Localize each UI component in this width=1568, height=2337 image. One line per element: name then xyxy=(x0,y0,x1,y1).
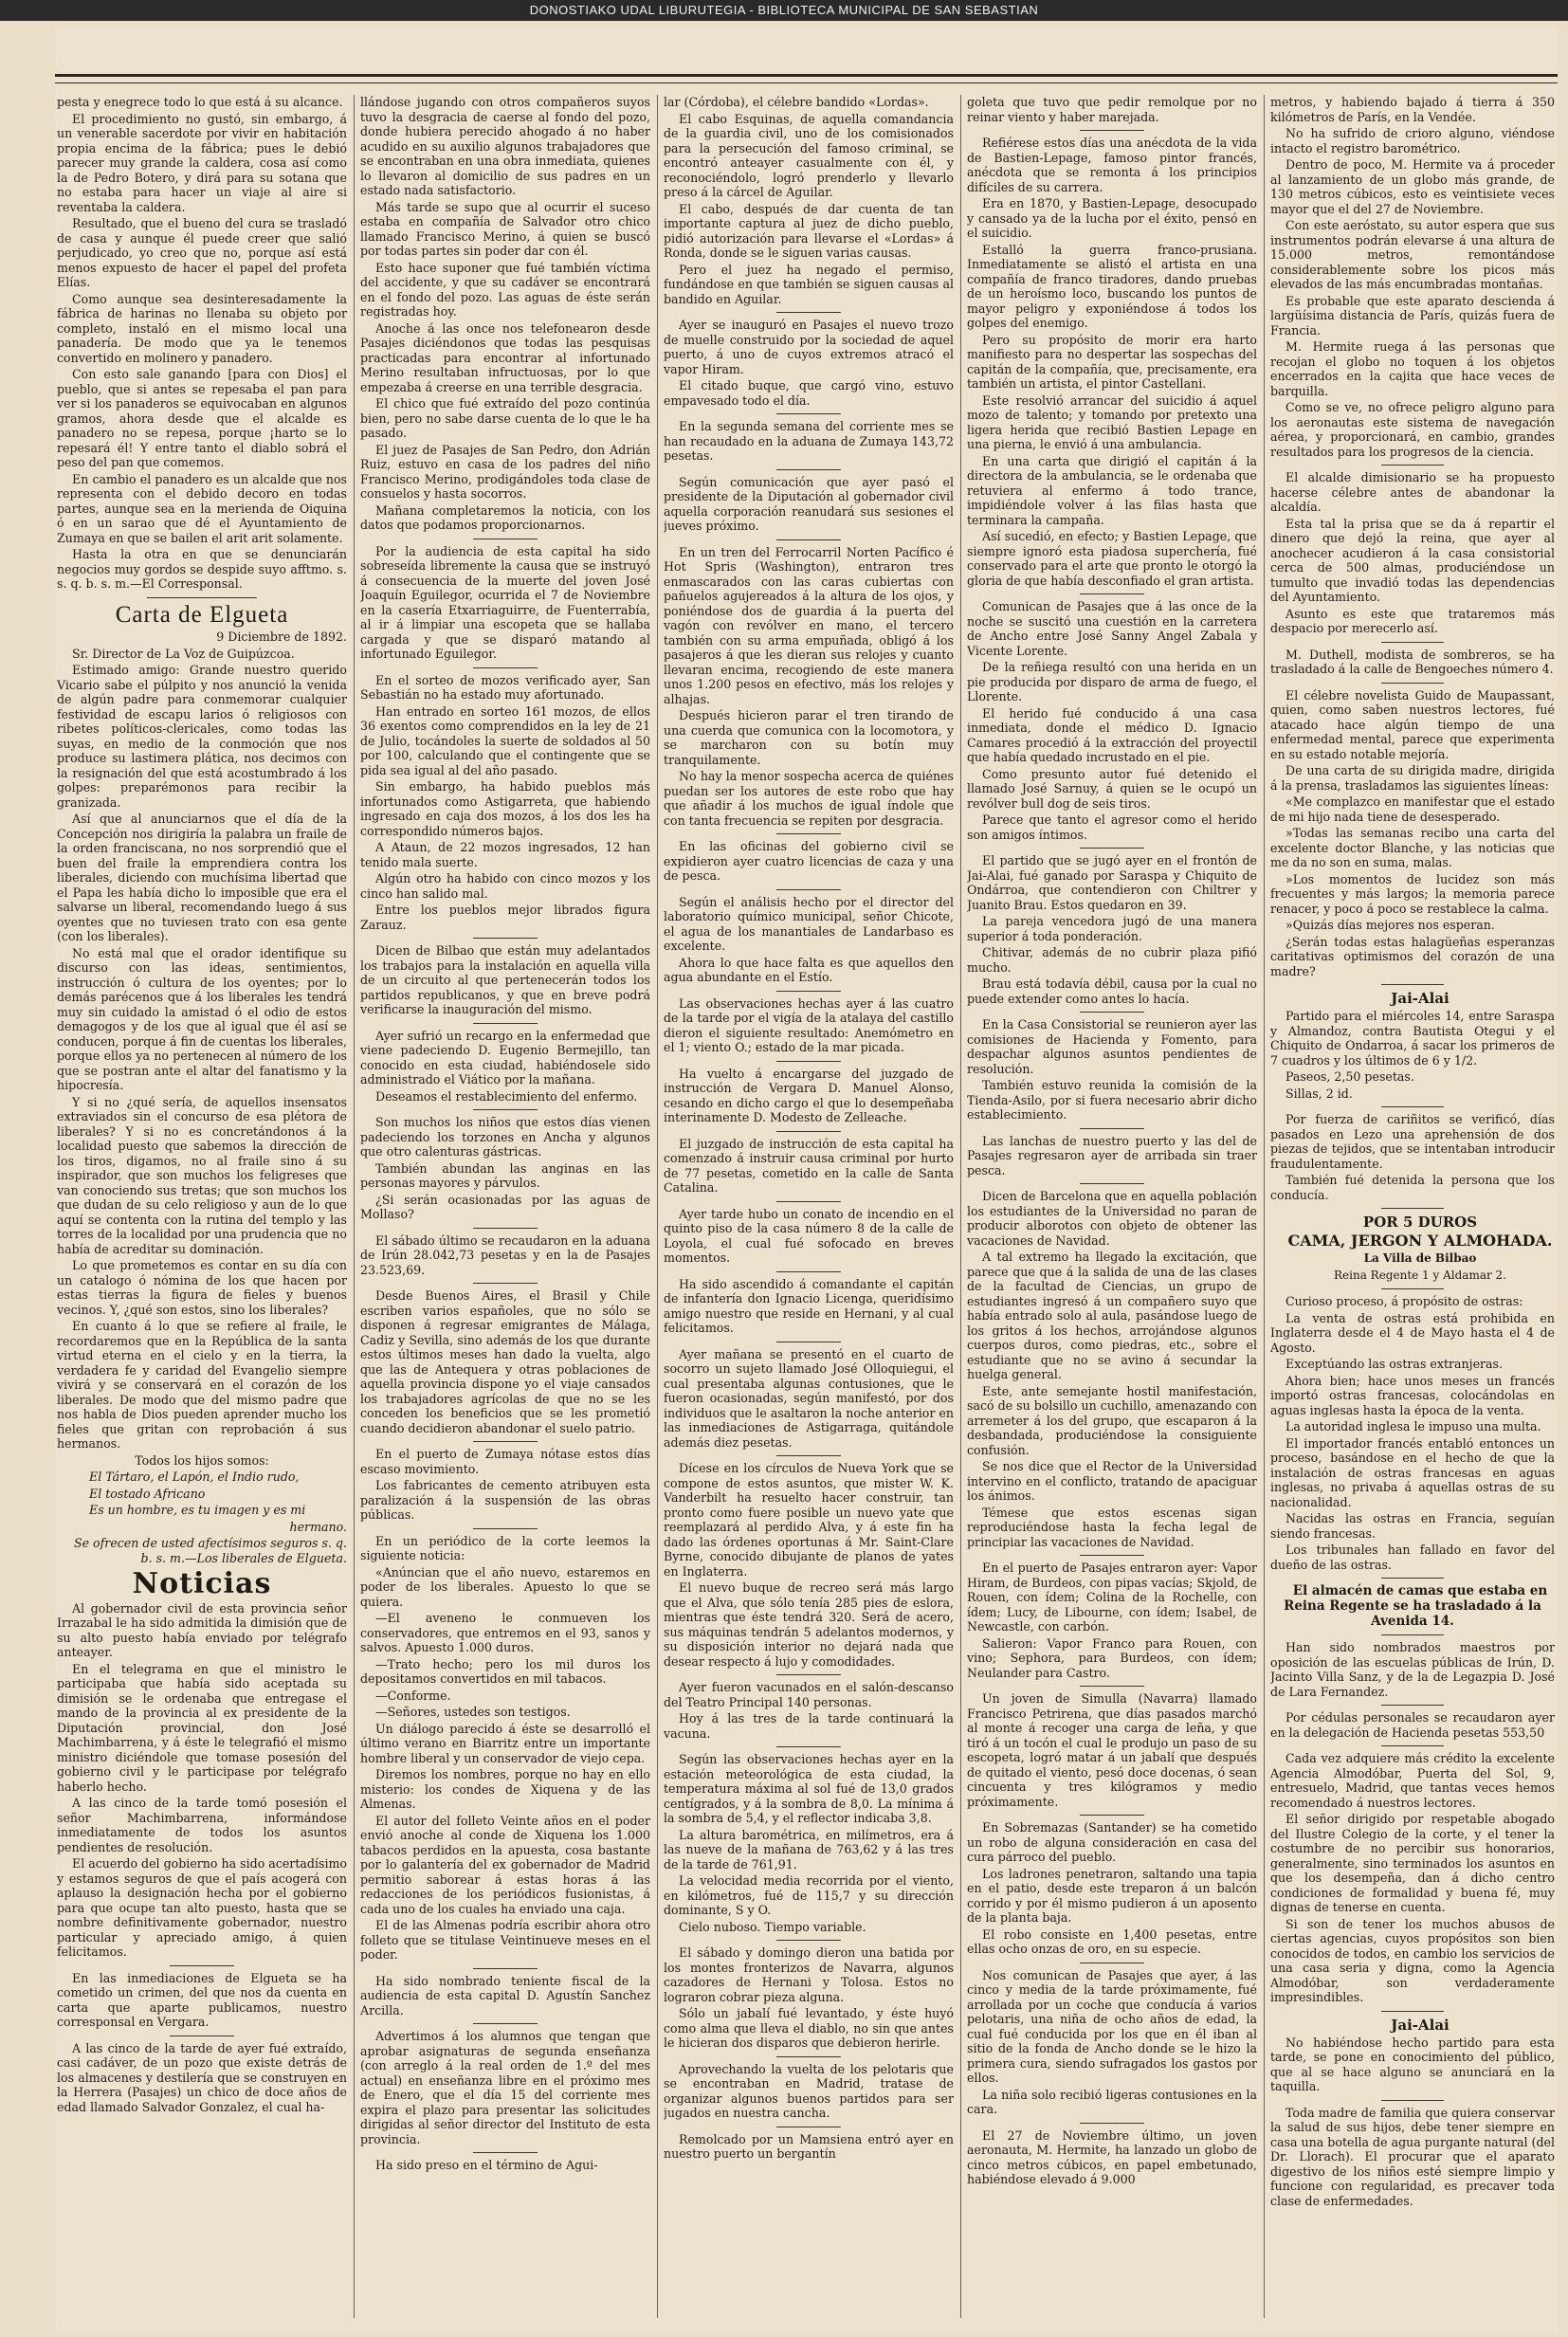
divider xyxy=(776,312,840,313)
paragraph: Ha vuelto á encargarse del juzgado de instrucción de Vergara D. Manuel Alonso, cesando en dicho cargo el que lo desempeñaba interinamente D. Modesto de Zelleache. xyxy=(664,1066,954,1124)
paragraph: Era en 1870, y Bastien-Lepage, desocupado y cansado ya de la lucha por el éxito, pensó en el suicidio. xyxy=(967,196,1257,240)
paragraph: Ayer sufrió un recargo en la enfermedad que viene padeciendo D. Eugenio Bermejillo, tan conocido en esta ciudad, habiéndosele sido administrado el Viático por la mañana. xyxy=(360,1028,650,1086)
paragraph: «Me complazco en manifestar que el estado de mi hijo nada tiene de desesperado. xyxy=(1270,794,1555,824)
divider xyxy=(776,1674,840,1675)
paragraph: ¿Si serán ocasionadas por las aguas de Mollaso? xyxy=(360,1192,650,1221)
paragraph: Los fabricantes de cemento atribuyen esta paralización á la suspensión de las obras públicas. xyxy=(360,1478,650,1522)
paragraph: El autor del folleto Veinte años en el poder envió anoche al conde de Xiquena los 1.000 tabacos perdidos en la apuesta, cosa bastante por lo galantería del ex gobernador de Madrid permitio saborear á estas horas á las redacciones de los periódicos fusionistas, á cada uno de los cuales ha enviado una caja. xyxy=(360,1813,650,1916)
paragraph: Paseos, 2,50 pesetas. xyxy=(1285,1069,1414,1084)
divider xyxy=(1381,1208,1444,1209)
paragraph: Comunican de Pasajes que á las once de la noche se suscitó una cuestión en la carretera de Ancho entre José Sanny Angel Zabala y Vicente Lorente. xyxy=(967,599,1257,658)
paragraph: Ha sido nombrado teniente fiscal de la audiencia de esta capital D. Agustín Sanchez Arcilla. xyxy=(360,1973,650,2017)
divider xyxy=(1381,642,1444,643)
paragraph: Ha sido preso en el término de Agui- xyxy=(375,2158,598,2172)
paragraph: El importador francés entabló entonces un proceso, basándose en el hecho de que la instalación de ostras francesas en aguas inglesas, no privaba á aquellas ostras de su nacionalidad. xyxy=(1270,1435,1555,1509)
library-header-title: DONOSTIAKO UDAL LIBURUTEGIA - BIBLIOTECA MUNICIPAL DE SAN SEBASTIAN xyxy=(529,3,1039,17)
paragraph: Son muchos los niños que estos días vienen padeciendo los torzones en Ancha y algunos que otro calenturas gástricas. xyxy=(360,1115,650,1159)
paragraph: El cabo Esquinas, de aquella comandancia de la guardia civil, uno de los comisionados para la persecución del famoso criminal, se encontró anteayer casualmente con él, y reconociéndolo, logró prenderlo y llevarlo preso á la cárcel de Aguilar. xyxy=(664,111,954,199)
paragraph: En las inmediaciones de Elgueta se ha cometido un crimen, del que nos da cuenta en carta que aparte publicamos, nuestro corresponsal en Vergara. xyxy=(57,1970,347,2029)
paragraph: Un diálogo parecido á éste se desarrolló el último verano en Biarritz entre un importante hombre liberal y un conservador de viejo cepa. xyxy=(360,1721,650,1765)
paragraph: El 27 de Noviembre último, un joven aeronauta, M. Hermite, ha lanzado un globo de cinco metros cúbicos, en papel embetunado, habiéndose elevado á 9.000 xyxy=(967,2127,1257,2186)
salutation: Sr. Director de La Voz de Guipúzcoa. xyxy=(72,646,295,661)
paragraph: Algún otro ha habido con cinco mozos y los cinco han salido mal. xyxy=(360,871,650,901)
paragraph: Ayer se inauguró en Pasajes el nuevo trozo de muelle construido por la sociedad de aquel puerto, á uno de cuyos extremos atracó el vapor Hiram. xyxy=(664,318,954,376)
poem-line: El Tártaro, el Lapón, el Indio rudo, xyxy=(89,1470,300,1484)
divider xyxy=(473,2023,537,2024)
divider xyxy=(776,1940,840,1941)
paragraph: El cabo, después de dar cuenta de tan importante captura al juez de dicho pueblo, pidió autorización para llevarse el «Lordas» á Ronda, donde se le siguen varias causas. xyxy=(664,201,954,260)
divider xyxy=(776,833,840,834)
paragraph: A las cinco de la tarde de ayer fué extraído, casi cadáver, de un pozo que existe detrás de los almacenes y destilería que se construyen en la Herrera (Pasajes) un chico de doce años de edad llamado Salvador Gonzalez, el cual ha- xyxy=(57,2040,347,2114)
paragraph: Anoche á las once nos telefonearon desde Pasajes diciéndonos que todas las pesquisas practicadas para encontrar al infortunado Merino resultaban infructuosas, por lo que empezaba á creerse en una terrible desgracia. xyxy=(360,320,650,394)
paragraph: Aprovechando la vuelta de los pelotaris que se encontraban en Madrid, tratase de organizar algunos buenos partidos para ser jugados en nuestra cancha. xyxy=(664,2061,954,2120)
paragraph: Estimado amigo: Grande nuestro querido Vicario sabe el púlpito y nos anunció la venida de algún padre para conmemorar cualquier festividad de escapu larios ó religiosos con ribetes políticos-clericales, como todas las suyas, en medio de la conmoción que nos produce su lastimera plática, nos decimos con la resignación del que está acostumbrado á los golpes: preparémonos para recibir la granizada. xyxy=(57,663,347,810)
divider xyxy=(776,1131,840,1132)
paragraph: El citado buque, que cargó vino, estuvo empavesado todo el día. xyxy=(664,378,954,408)
paragraph: Hasta la otra en que se denunciarán negocios muy gordos se despide suyo afftmo. s. s. q. b. s. m.—El Corresponsal. xyxy=(57,547,347,591)
paragraph: Han entrado en sorteo 161 mozos, de ellos 36 exentos como comprendidos en la ley de 21 de Julio, tocándoles la suerte de soldados al 50 por 100, calculando que el contingente que se pida sea igual al del año pasado. xyxy=(360,703,650,777)
paragraph: El juzgado de instrucción de esta capital ha comenzado á instruir causa criminal por hurto de 77 pesetas, cometido en la calle de Santa Catalina. xyxy=(664,1136,954,1195)
paragraph: Dicen de Bilbao que están muy adelantados los trabajos para la instalación en aquella villa de un circuito al que pertenecerán todos los partidos republicanos, y que en breve podrá verificarse la inauguración del mismo. xyxy=(360,943,650,1016)
paragraph: Según comunicación que ayer pasó el presidente de la Diputación al gobernador civil aquella corporación reanudará sus sesiones el jueves próximo. xyxy=(664,474,954,533)
paragraph: Así sucedió, en efecto; y Bastien Lepage, que siempre ignoró esta piadosa superchería, fué conservado para el arte que pronto le otorgó la gloria de que había desconfiado el gran artista. xyxy=(967,529,1257,588)
paragraph: En una carta que dirigió el capitán á la directora de la ambulancia, se le ordenaba que retuviera al enfermo á todo trance, impidiéndole volver á las filas hasta que terminara la campaña. xyxy=(967,453,1257,527)
paragraph: Hoy á las tres de la tarde continuará la vacuna. xyxy=(664,1711,954,1741)
paragraph: El procedimiento no gustó, sin embargo, á un venerable sacerdote por vivir en habitación propia encima de la fábrica; pues le debió parecer muy grande la caldera, cosa así como la de Pedro Botero, y dirá para su sotana que no estaba para hacer un viaje al aire si reventaba la caldera. xyxy=(57,111,347,214)
paragraph: Salieron: Vapor Franco para Rouen, con vino; Sephora, para Burdeos, con ídem; Neulander para Castro. xyxy=(967,1635,1257,1680)
paragraph: Como se ve, no ofrece peligro alguno para los aeronautas este sistema de navegación aérea, y proporcionará, en cambio, grandes resultados para los progresos de la ciencia. xyxy=(1270,400,1555,459)
paragraph: Un joven de Simulla (Navarra) llamado Francisco Petrirena, que días pasados marchó al monte á recoger una carga de leña, y que tiró á un tocón el cual le produjo un paso de su escopeta, logró matar á un jabalí que después de quitado el viento, pesó doce docenas, ó sean cincuenta y tres kilógramos y medio próximamente. xyxy=(967,1691,1257,1809)
divider xyxy=(1381,1634,1444,1635)
column-rule xyxy=(960,95,961,2318)
paragraph: En el telegrama en que el ministro le participaba que había sido aceptada su dimisión se le ordenaba que entregase el mando de la provincia al ex presidente de la Diputación provincial, don José Machimbarrena, y á éste le telegrafió el mismo ministro diciéndole que tomase posesión del gobierno civil y le participase por telégrafo haberlo hecho. xyxy=(57,1661,347,1794)
paragraph: Como presunto autor fué detenido el llamado José Sarnuy, á quien se le ocupó un revólver bull dog de seis tiros. xyxy=(967,766,1257,811)
column-4 xyxy=(967,95,1257,2318)
poem-title: Todos los hijos somos: xyxy=(135,1452,269,1468)
paragraph: Advertimos á los alumnos que tengan que aprobar asignaturas de segunda enseñanza (con arreglo á la real orden de 1.º del mes actual) en enseñanza libre en el próximo mes de Enero, que el día 15 del corriente mes expira el plazo para presentar las solicitudes dirigidas al señor director del Instituto de esta provincia. xyxy=(360,2029,650,2146)
divider xyxy=(1080,1183,1143,1184)
divider xyxy=(1381,1578,1444,1579)
paragraph: Diremos los nombres, porque no hay en ello misterio: los condes de Xiquena y de las Almenas. xyxy=(360,1767,650,1811)
paragraph: Partido para el miércoles 14, entre Saraspa y Almandoz, contra Bautista Otegui y el Chiquito de Ondarroa, á sacar los primeros de 7 cuadros y los últimos de 6 y 1/2. xyxy=(1270,1009,1555,1068)
paragraph: A tal extremo ha llegado la excitación, que parece que que á la salida de una de las clases de la facultad de Ciencias, un grupo de estudiantes ingresó á un compañero suyo que había entrado solo al aula, pasándose luego de los gritos á los hechos, arrojándose algunos cuerpos duros, como piedras, etc., sobre el estudiante que no se avino á secundar la huelga general. xyxy=(967,1250,1257,1381)
paragraph: Dicen de Barcelona que en aquella población los estudiantes de la Universidad no paran de producir alborotos con objeto de obtener las vacaciones de Navidad. xyxy=(967,1189,1257,1248)
divider xyxy=(1381,683,1444,684)
divider xyxy=(776,469,840,470)
divider xyxy=(1080,1012,1143,1013)
column-5 xyxy=(1270,95,1555,2318)
paragraph: El de las Almenas podría escribir ahora otro folleto que se titulase Veintinueve meses en el poder. xyxy=(360,1918,650,1962)
paragraph: —Trato hecho; pero los mil duros los depositamos convertidos en mil tabacos. xyxy=(360,1656,650,1686)
divider xyxy=(473,1968,537,1969)
paragraph: Entre los pueblos mejor librados figura Zarauz. xyxy=(360,903,650,932)
paragraph: M. Hermite ruega á las personas que recojan el globo no toquen á los objetos encerrados en la cajita que hace veces de barquilla. xyxy=(1270,339,1555,398)
paragraph: La velocidad media recorrida por el viento, en kilómetros, fué de 115,7 y su dirección dominante, S y O. xyxy=(664,1873,954,1917)
paragraph: Con esto sale ganando [para con Dios] el pueblo, que si antes se repesaba el pan para ver si los panaderos se equivocaban en algunos gramos, ahora desde que el alcalde es panadero no se repesa, porque ¡harto se lo repesará él! Y entre tanto el diablo sobrá el peso del pan que comemos. xyxy=(57,367,347,469)
paragraph: En Sobremazas (Santander) se ha cometido un robo de alguna consideración en casa del cura párroco del pueblo. xyxy=(967,1820,1257,1864)
paragraph: De una carta de su dirigida madre, dirigida á la prensa, trasladamos las siguientes líneas: xyxy=(1270,763,1555,793)
paragraph: El célebre novelista Guido de Maupassant, quien, como saben nuestros lectores, fué atacado hace algún tiempo de una enfermedad mental, parece que experimenta en su estado notable mejoría. xyxy=(1270,687,1555,761)
paragraph: metros, y habiendo bajado á tierra á 350 kilómetros de París, en la Vendée. xyxy=(1270,95,1555,124)
paragraph: Dentro de poco, M. Hermite va á proceder al lanzamiento de un globo más grande, de 130 metros cúbicos, esto es veintisiete veces mayor que el del 27 de Noviembre. xyxy=(1270,157,1555,216)
paragraph: Ayer fueron vacunados en el salón-descanso del Teatro Principal 140 personas. xyxy=(664,1680,954,1709)
paragraph: Estalló la guerra franco-prusiana. Inmediatamente se alistó el artista en una compañía de franco tiradores, dando pruebas de un heroísmo loco, buscando los puntos de mayor peligro y exponiéndose á todos los golpes del enemigo. xyxy=(967,242,1257,330)
ad-headline: POR 5 DUROS xyxy=(1362,1214,1478,1231)
divider xyxy=(1381,1745,1444,1746)
section-heading-elgueta: Carta de Elgueta xyxy=(115,601,289,628)
paragraph: Brau está todavía débil, causa por la cual no puede extender como antes lo hacía. xyxy=(967,977,1257,1006)
paragraph: Esta tal la prisa que se da á repartir el dinero que dejó la reina, que ayer al anochecer acudieron á la casa consistorial cerca de 500 almas, produciéndose un tumulto que invadió todas las dependencias del Ayuntamiento. xyxy=(1270,516,1555,604)
paragraph: Lo que prometemos es contar en su día con un catalogo ó nómina de los que hacen por estas tierras la figura de fieles y buenos vecinos. Y, ¿qué son estos, sino los liberales? xyxy=(57,1258,347,1317)
paragraph: Las observaciones hechas ayer á las cuatro de la tarde por el vigía de la atalaya del castillo dieron el siguiente resultado: Anemómetro en el 1; viento O.; estado de la mar picada. xyxy=(664,995,954,1054)
paragraph: Después hicieron parar el tren tirando de una cuerda que comunica con la locomotora, y se marcharon con su botín muy tranquilamente. xyxy=(664,708,954,767)
divider xyxy=(1381,2011,1444,2012)
paragraph: El alcalde dimisionario se ha propuesto hacerse célebre antes de abandonar la alcaldía. xyxy=(1270,470,1555,514)
paragraph: El herido fué conducido á una casa inmediata, donde el médico D. Ignacio Camares procedió á la extracción del proyectil que había quedado incrustado en el pie. xyxy=(967,705,1257,764)
paragraph: lar (Córdoba), el célebre bandido «Lordas». xyxy=(664,95,929,109)
paragraph: El juez de Pasajes de San Pedro, don Adrián Ruiz, estuvo en casa de los padres del niño Francisco Merino, prodigándoles toda clase de consuelos y hasta socorros. xyxy=(360,442,650,501)
dateline: 9 Diciembre de 1892. xyxy=(216,630,347,644)
paragraph: Parece que tanto el agresor como el herido son amigos íntimos. xyxy=(967,812,1257,842)
paragraph: Nos comunican de Pasajes que ayer, á las cinco y media de la tarde próximamente, fué arrollada por un coche que conducía á varios pelotaris, una niña de ocho años de edad, la cual fué conducida por los que en él iban al sitio de la fonda de Ancho donde se le hizo la primera cura, siendo sufragados los gastos por ellos. xyxy=(967,1967,1257,2085)
paragraph: Los ladrones penetraron, saltando una tapia en el patio, desde este treparon á un balcón corrido y por él mismo pudieron á un aposento de la planta baja. xyxy=(967,1866,1257,1925)
paragraph: goleta que tuvo que pedir remolque por no reinar viento y haber marejada. xyxy=(967,95,1257,124)
paragraph: Ayer mañana se presentó en el cuarto de socorro un sujeto llamado José Olloquiegui, el cual presentaba algunas contusiones, que le fueron ocasionadas, según manifestó, por dos individuos que le asaltaron la noche anterior en las inmediaciones de Astigarraga, quitándole además diez pesetas. xyxy=(664,1346,954,1450)
paragraph: En las oficinas del gobierno civil se expidieron ayer cuatro licencias de caza y una de pesca. xyxy=(664,839,954,883)
paragraph: Este resolvió arrancar del suicidio á aquel mozo de talento; y tomando por pretexto una ligera herida que recibió Bastien Lepage en una pierna, le envió á una ambulancia. xyxy=(967,393,1257,451)
paragraph: —Señores, ustedes son testigos. xyxy=(375,1705,571,1719)
column-rule xyxy=(1264,95,1265,2318)
column-2 xyxy=(360,95,650,2318)
paragraph: Ayer tarde hubo un conato de incendio en el quinto piso de la casa número 8 de la calle de Loyola, el cual fué sofocado en breves momentos. xyxy=(664,1206,954,1265)
paragraph: No está mal que el orador identifique su discurso con las ideas, sentimientos, instrucción ó cultura de los oyentes; por lo demás parécenos que á los liberales les tendrá muy sin cuidado la amistad ó el odio de estos demagogos y de los que al igual que él así se conducen, porque á fin de cuentas los liberales, porque ellos ya no pertenecen al número de los que se postran ante el altar del fanatismo y la hipocresía. xyxy=(57,945,347,1092)
paragraph: Curioso proceso, á propósito de ostras: xyxy=(1285,1294,1523,1308)
divider xyxy=(170,1965,233,1966)
divider xyxy=(473,1283,537,1284)
paragraph: Remolcado por un Mamsiena entró ayer en nuestro puerto un bergantín xyxy=(664,2131,954,2161)
divider xyxy=(473,667,537,668)
paragraph: El sábado y domingo dieron una batida por los montes fronterizos de Navarra, algunos cazadores de Hernani y Tolosa. Estos no lograron cobrar pieza alguna. xyxy=(664,1945,954,2004)
ad-address: Reina Regente 1 y Aldamar 2. xyxy=(1334,1268,1506,1282)
divider xyxy=(1080,2123,1143,2124)
paragraph: Pero su propósito de morir era harto manifiesto para no despertar las sospechas del capitán de la compañía, que, precisamente, era también un artista, el pintor Castellani. xyxy=(967,332,1257,391)
divider xyxy=(776,1201,840,1202)
divider xyxy=(473,938,537,939)
divider xyxy=(1080,1815,1143,1816)
poem-line: El tostado Africano xyxy=(89,1486,206,1501)
paragraph: La altura barométrica, en milímetros, era á las nueve de la mañana de 763,62 y á las tres de la tarde de 761,91. xyxy=(664,1827,954,1871)
paragraph: En el puerto de Pasajes entraron ayer: Vapor Hiram, de Burdeos, con pipas vacías; Skjold, de Rouen, con ídem; Colina de la Rochelle, con ídem; Lucy, de Libourne, con ídem; Isabel, de Newcastle, con carbón. xyxy=(967,1561,1257,1634)
paragraph: «Anúncian que el año nuevo, estaremos en poder de los liberales. Apuesto lo que se quiera. xyxy=(360,1564,650,1609)
paragraph: Chitivar, además de no cubrir plaza pifió mucho. xyxy=(967,945,1257,975)
divider xyxy=(1080,848,1143,849)
paragraph: En un periódico de la corte leemos la siguiente noticia: xyxy=(360,1533,650,1562)
paragraph: Esto hace suponer que fué también víctima del accidente, y que su cadáver se encontrará en el fondo del pozo. Las aguas de éste serán registradas hoy. xyxy=(360,260,650,319)
paragraph: La autoridad inglesa le impuso una multa. xyxy=(1285,1419,1541,1433)
paragraph: Cielo nuboso. Tiempo variable. xyxy=(679,1919,866,1934)
paragraph: En cuanto á lo que se refiere al fraile, le recordaremos que en la República de la santa virtud eterna en el cielo y en la tierra, la verdadera fe y caridad del Evangelio siempre vivirá y se conservará en el corazón de los liberales. De modo que del mismo padre que nos habla de Dios pueden aprender mucho los fieles que gritan con reprobación á sus hermanos. xyxy=(57,1319,347,1451)
paragraph: Resultado, que el bueno del cura se trasladó de casa y aunque él puede creer que salió perjudicado, yo creo que no, porque así está menos expuesto de hacer el papel del profeta Elías. xyxy=(57,216,347,289)
paragraph: »Quizás días mejores nos esperan. xyxy=(1285,918,1495,932)
paragraph: »Todas las semanas recibo una carta del excelente doctor Blanche, y las noticias que me da no son en suma, malas. xyxy=(1270,826,1555,869)
paragraph: Como aunque sea desinteresadamente la fábrica de harinas no llenaba su objeto por completo, instaló en el mismo local una panadería. De modo que ya le tenemos convertido en molinero y panadero. xyxy=(57,291,347,365)
paragraph: »Los momentos de lucidez son más frecuentes y más largos; la memoria parece renacer, y poco á poco se restablece la calma. xyxy=(1270,871,1555,916)
divider xyxy=(473,1023,537,1024)
paragraph: En la segunda semana del corriente mes se han recaudado en la aduana de Zumaya 143,72 pesetas. xyxy=(664,419,954,463)
divider xyxy=(776,2056,840,2057)
column-rule xyxy=(354,95,355,2318)
paragraph: Por cédulas personales se recaudaron ayer en la delegación de Hacienda pesetas 553,50 xyxy=(1270,1710,1555,1740)
paragraph: El señor dirigido por respetable abogado del Ilustre Colegio de la corte, y el tener la costumbre de no percibir sus honorarios, generalmente, sino terminados los asuntos en que los desempeña, dan á dicho centro condiciones de formalidad y buena fé, muy dignas de tenerse en cuenta. xyxy=(1270,1812,1555,1914)
paragraph: También estuvo reunida la comisión de la Tienda-Asilo, por si fuera necesario abrir dicho establecimiento. xyxy=(967,1078,1257,1122)
divider xyxy=(1381,465,1444,466)
paragraph: Témese que estos escenas sigan reproduciéndose hasta la fecha legal de principiar las vacaciones de Navidad. xyxy=(967,1505,1257,1549)
section-heading-noticias: Noticias xyxy=(132,1567,272,1600)
paragraph: Toda madre de familia que quiera conservar la salud de sus hijos, debe tener siempre en casa una botella de agua purgante natural (del Dr. Llorach). El procurar que el aparato digestivo de los niños esté siempre limpio y funcione con regularidad, es precaver toda clase de enfermedades. xyxy=(1270,2105,1555,2208)
paragraph: Las lanchas de nuestro puerto y las del de Pasajes regresaron ayer de arribada sin traer pesca. xyxy=(967,1133,1257,1178)
paragraph: Cada vez adquiere más crédito la excelente Agencia Almodóbar, Puerta del Sol, 9, entresuelo, Madrid, que tantas veces hemos recomendado á nuestros lectores. xyxy=(1270,1751,1555,1810)
paragraph: Deseamos el restablecimiento del enfermo. xyxy=(375,1088,638,1104)
section-heading-jaialai: Jai-Alai xyxy=(1391,2016,1449,2034)
paragraph: También abundan las anginas en las personas mayores y párvulos. xyxy=(360,1160,650,1190)
divider xyxy=(147,597,257,598)
paragraph: El nuevo buque de recreo será más largo que el Alva, que sólo tenía 285 pies de eslora, mientras que éste tendrá 320. Será de acero, sus máquinas tendrán 5 adelantos modernos, y su disposición interior no dejará nada que desear respecto á lujo y comodidades. xyxy=(664,1580,954,1669)
paragraph: Han sido nombrados maestros por oposición de las escuelas públicas de Irún, D. Jacinto Villa Sanz, y de la de Legazpia D. José de Lara Fernandez. xyxy=(1270,1640,1555,1699)
paragraph: A Ataun, de 22 mozos ingresados, 12 han tenido mala suerte. xyxy=(360,840,650,869)
divider xyxy=(473,1528,537,1529)
divider xyxy=(473,2152,537,2153)
divider xyxy=(776,413,840,414)
paragraph: Ahora lo que hace falta es que aquellos den agua abundante en el Estío. xyxy=(664,955,954,984)
paragraph: Y si no ¿qué sería, de aquellos insensatos extraviados sin el concurso de esa plétora de liberales? Y si no es concretándonos á la localidad puesto que sabemos la dirección de los tiros, digamos, no al fraile sino á su inspirador, que son muchos los feligreses que van conociendo sus tretas; que son muchos los que dudan de su celo religioso y aun de lo que aquí se contenta con la rutina del templo y las torres de la localidad por una prudencia que no había de acreditar su dominación. xyxy=(57,1094,347,1256)
poem-line: hermano. xyxy=(289,1519,347,1534)
divider xyxy=(473,1441,537,1442)
ad-headline: CAMA, JERGON Y ALMOHADA. xyxy=(1287,1232,1553,1250)
ad-store-name: La Villa de Bilbao xyxy=(1363,1251,1477,1265)
divider xyxy=(776,1271,840,1272)
paragraph: De la reñiega resultó con una herida en un pie producida por disparo de arma de fuego, el Llorente. xyxy=(967,660,1257,703)
divider xyxy=(776,1061,840,1062)
divider xyxy=(473,1109,537,1110)
paragraph: Sólo un jabalí fué levantado, y éste huyó como alma que lleva el diablo, no sin que antes le hicieran dos disparos que debieron herirle. xyxy=(664,2006,954,2050)
divider xyxy=(473,1228,537,1229)
paragraph: En la Casa Consistorial se reunieron ayer las comisiones de Hacienda y Fomento, para despachar algunos asuntos pendientes de resolución. xyxy=(967,1017,1257,1076)
paragraph: Si son de tener los muchos abusos de ciertas agencias, cuyos propósitos son bien conocidos de todos, en cambio los servicios de una casa seria y digna, como la Agencia Almodóbar, son verdaderamente impresindibles. xyxy=(1270,1916,1555,2004)
library-header-bar xyxy=(0,0,1568,21)
paragraph: Asunto es este que trataremos más despacio por merecerlo así. xyxy=(1270,606,1555,635)
paragraph: Desde Buenos Aires, el Brasil y Chile escriben varios españoles, que no sólo se disponen á regresar emigrantes de Málaga, Cadiz y Sevilla, sino además de los que durante estos últimos meses han dado la vuelta, algo que las de Antequera y otras poblaciones de aquella provincia dispone yo el viaje cansados los trabajadores agrícolas de que no se les conceden los beneficios que se les prometió cuando decidieron abandonar el suelo patrio. xyxy=(360,1288,650,1435)
divider xyxy=(1381,1288,1444,1289)
column-1 xyxy=(57,95,347,2318)
paragraph: pesta y enegrece todo lo que está á su alcance. xyxy=(57,95,343,109)
paragraph: El acuerdo del gobierno ha sido acertadísimo y estamos seguros de que el país acogerá con aplauso la designación hecha por el gobierno para que ocupe tan alto puesto, hasta que se nombre definitivamente gobernador, nuestro particular y apreciado amigo, á quien felicitamos. xyxy=(57,1856,347,1959)
paragraph: —El aveneno le conmueven los conservadores, que entremos en el 93, sanos y salvos. Apuesto 1.000 duros. xyxy=(360,1611,650,1654)
divider xyxy=(1381,984,1444,985)
paragraph: Por fuerza de cariñitos se verificó, días pasados en Lezo una aprehensión de dos piezas de tejidos, que se intentaban introducir fraudulentamente. xyxy=(1270,1112,1555,1171)
paragraph: En cambio el panadero es un alcalde que nos representa con el debido decoro en todas partes, aunque sea en la merienda de Oiquina ó en un sarao que dé el Ayuntamiento de Zumaya en que se bailen el arit arit solamente. xyxy=(57,471,347,545)
paragraph: Según el análisis hecho por el director del laboratorio químico municipal, señor Chicote, el agua de los manantiales de Landarbaso es excelente. xyxy=(664,894,954,953)
divider xyxy=(1381,1705,1444,1706)
paragraph: El partido que se jugó ayer en el frontón de Jai-Alai, fué ganado por Saraspa y Chiquito de Ondárroa, que contendieron con Chiltrer y Juanito Brau. Estos quedaron en 39. xyxy=(967,853,1257,912)
paragraph: A las cinco de la tarde tomó posesión el señor Machimbarrena, informándose inmediatamente de todos los asuntos pendientes de resolución. xyxy=(57,1796,347,1854)
paragraph: Al gobernador civil de esta provincia señor Irrazabal le ha sido admitida la dimisión que de su alto puesto había enviado por telégrafo anteayer. xyxy=(57,1600,347,1659)
paragraph: Exceptúando las ostras extranjeras. xyxy=(1285,1357,1504,1371)
paragraph: Más tarde se supo que al ocurrir el suceso estaba en compañía de Salvador otro chico llamado Francisco Merino, á quien se buscó por todas partes sin poder dar con él. xyxy=(360,199,650,258)
paragraph: El chico que fué extraído del pozo continúa bien, pero no sabe darse cuenta de lo que le ha pasado. xyxy=(360,396,650,440)
divider xyxy=(1080,1686,1143,1687)
paragraph: Sin embargo, ha habido pueblos más infortunados como Astigarreta, que habiendo ingresado en caja dos mozos, á los dos les ha correspondido números bajos. xyxy=(360,779,650,838)
divider xyxy=(776,991,840,992)
paragraph: Ahora bien; hace unos meses un francés importó ostras francesas, colocándolas en aguas inglesas hasta la época de la venta. xyxy=(1270,1373,1555,1417)
paragraph: También fué detenida la persona que los conducía. xyxy=(1270,1173,1555,1202)
divider xyxy=(776,539,840,540)
divider xyxy=(1080,130,1143,131)
divider xyxy=(1080,593,1143,594)
poem-line: Es un hombre, es tu imagen y es mi xyxy=(89,1503,306,1517)
paragraph: Dícese en los círculos de Nueva York que se compone de estos asuntos, que mister W. K. Vanderbilt ha resuelto hacer construir, tan pronto como fuere posible un nuevo yate que reemplazará al perdido Alva, y á este fin ha dado las órdenes oportunas á Mr. Saint-Clare Byrne, conocido dibujante de planos de yates en Inglaterra. xyxy=(664,1461,954,1579)
paragraph: Ha sido ascendido á comandante el capitán de infantería don Ignacio Licenga, queridísimo amigo nuestro que reside en Hernani, y al cual felicitamos. xyxy=(664,1276,954,1335)
section-heading-jaialai: Jai-Alai xyxy=(1391,990,1449,1007)
divider xyxy=(776,1455,840,1456)
paragraph: No habiéndose hecho partido para esta tarde, se pone en conocimiento del público, que al se hace alguno se anunciará en la taquilla. xyxy=(1270,2035,1555,2093)
paragraph: La pareja vencedora jugó de una manera superior á toda ponderación. xyxy=(967,914,1257,943)
paragraph: Por la audiencia de esta capital ha sido sobreseída libremente la causa que se instruyó á consecuencia de la muerte del joven José Joaquín Eguilegor, ocurrida el 7 de Noviembre en la casería Etxarriaguirre, de Fuenterrabía, al ir á limpiar una escopeta que se hallaba cargada y que se disparó matando al infortunado Eguilegor. xyxy=(360,543,650,661)
paragraph: En un tren del Ferrocarril Norten Pacífico é Hot Spris (Washington), entraron tres enmascarados con las caras cubiertas con pañuelos agujereados á la altura de los ojos, y poniéndose dos de guardia á la puerta del vagón con revólver en mano, el tercero también con su arma empuñada, obligó á los pasajeros á que les dieran sus relojes y cuanto llevaran encima, recogiendo de este manera unos 1.200 pesos en efectivo, más los relojes y alhajas. xyxy=(664,544,954,706)
divider xyxy=(776,1746,840,1747)
divider xyxy=(1381,2100,1444,2101)
paragraph: Mañana completaremos la noticia, con los datos que podamos proporcionarnos. xyxy=(360,502,650,532)
paragraph: Pero el juez ha negado el permiso, fundándose en que también se siguen causas al bandido en Aguilar. xyxy=(664,262,954,306)
column-3 xyxy=(664,95,954,2318)
paragraph: El robo consiste en 1,400 pesetas, entre ellas ocho onzas de oro, en su especie. xyxy=(967,1926,1257,1956)
paragraph: El sábado último se recaudaron en la aduana de Irún 28.042,73 pesetas y en la de Pasajes 23.523,69. xyxy=(360,1232,650,1277)
paragraph: Así que al anunciarnos que el día de la Concepción nos dirigiría la palabra un fraile de la orden franciscana, no nos sorprendió que el buen del fraile la emprendiera contra los liberales, diciendo con muchísima libertad que el Papa les había dicho lo imposible que era el salvarse un liberal, recomendando luego á sus oyentes que no tuviesen trato con esa gente (con los liberales). xyxy=(57,812,347,943)
top-rule xyxy=(55,74,1558,83)
paragraph: M. Duthell, modista de sombreros, se ha trasladado á la calle de Bengoeches número 4. xyxy=(1270,647,1555,676)
ad-headline: El almacén de camas que estaba en Reina Regente se ha trasladado á la Avenida 14. xyxy=(1284,1583,1548,1629)
newspaper-page xyxy=(55,28,1558,2332)
paragraph: Es probable que este aparato descienda á largüísima distancia de París, quizás fuera de Francia. xyxy=(1270,293,1555,338)
paragraph: Los tribunales han fallado en favor del dueño de las ostras. xyxy=(1270,1543,1555,1572)
paragraph: ¿Serán todas estas halagüeñas esperanzas caritativas optimismos del corazón de una madre? xyxy=(1270,934,1555,978)
paragraph: Nacidas las ostras en Francia, seguían siendo francesas. xyxy=(1270,1511,1555,1541)
divider xyxy=(1080,1555,1143,1556)
paragraph: llándose jugando con otros compañeros suyos tuvo la desgracia de caerse al fondo del pozo, donde hubiera perecido ahogado á no haber acudido en su auxilio algunos trabajadores que se encontraban en una obra inmediata, quienes lo llevaron al domicilio de sus padres en un estado nada satisfactorio. xyxy=(360,95,650,197)
paragraph: Según las observaciones hechas ayer en la estación meteorológica de esta ciudad, la temperatura máxima al sol fué de 13,0 grados centígrados, y á la sombra de 8,0. La mínima á la sombra de 5,4, y el reflector indicaba 3,8. xyxy=(664,1752,954,1825)
paragraph: —Conforme. xyxy=(375,1688,451,1703)
paragraph: No hay la menor sospecha acerca de quiénes puedan ser los autores de este robo que hay que añadir á los muchos de igual índole que con tanta frecuencia se repiten por desgracia. xyxy=(664,769,954,828)
divider xyxy=(1080,1128,1143,1129)
paragraph: Refiérese estos días una anécdota de la vida de Bastien-Lepage, famoso pintor francés, anécdota que se remonta á los principios difíciles de su carrera. xyxy=(967,136,1257,194)
paragraph: Este, ante semejante hostil manifestación, sacó de su bolsillo un cuchillo, amenazando con arremeter á los del grupo, que escaparon á la desbandada, produciéndose la consiguiente confusión. xyxy=(967,1383,1257,1457)
divider xyxy=(776,889,840,890)
paragraph: Sillas, 2 id. xyxy=(1285,1086,1353,1101)
paragraph: En el sorteo de mozos verificado ayer, San Sebastián no ha estado muy afortunado. xyxy=(360,672,650,702)
paragraph: Con este aeróstato, su autor espera que sus instrumentos podrán elevarse á una altura de 15.000 metros, remontándose considerablemente sobre los picos más elevados de las más encumbradas montañas. xyxy=(1270,218,1555,291)
divider xyxy=(1381,1106,1444,1107)
paragraph: La niña solo recibió ligeras contusiones en la cara. xyxy=(967,2087,1257,2116)
paragraph: La venta de ostras está prohibida en Inglaterra desde el 4 de Mayo hasta el 4 de Agosto. xyxy=(1270,1310,1555,1355)
paragraph: Se nos dice que el Rector de la Universidad intervino en el conflicto, tratando de apaciguar los ánimos. xyxy=(967,1459,1257,1503)
column-rule xyxy=(657,95,658,2318)
signature: Se ofrecen de usted afectísimos seguros s. q. b. s. m.—Los liberales de Elgueta. xyxy=(73,1536,347,1565)
paragraph: En el puerto de Zumaya nótase estos días escaso movimiento. xyxy=(360,1447,650,1476)
paragraph: No ha sufrido de crioro alguno, viéndose intacto el registro barométrico. xyxy=(1270,126,1555,155)
